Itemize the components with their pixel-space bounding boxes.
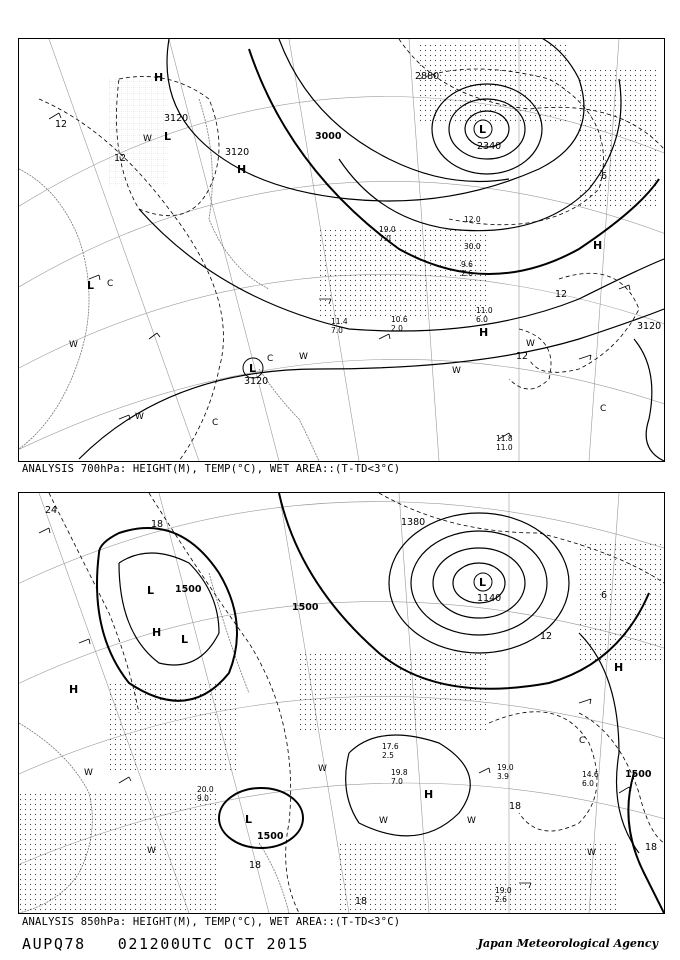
warm-center-label: W bbox=[318, 764, 327, 774]
station-value: 2.6 bbox=[495, 895, 507, 904]
height-label: 3120 bbox=[637, 321, 662, 332]
isotherm-label: 24 bbox=[45, 505, 58, 516]
isotherm-label: 12 bbox=[540, 631, 553, 642]
isotherm-label: 12 bbox=[55, 119, 68, 130]
station-value: 9.0 bbox=[197, 794, 209, 803]
agency-name: Japan Meteorological Agency bbox=[477, 937, 658, 950]
high-center-label: H bbox=[237, 163, 247, 176]
isotherm-label: 18 bbox=[151, 519, 164, 530]
station-value: 2.0 bbox=[391, 324, 403, 333]
station-value: 19.8 bbox=[391, 768, 408, 777]
warm-center-label: W bbox=[147, 846, 156, 856]
isotherm-label: 18 bbox=[249, 860, 262, 871]
station-value: 9.6 bbox=[461, 260, 473, 269]
isotherm-label: 18 bbox=[355, 896, 368, 907]
station-value: 7.0 bbox=[331, 326, 343, 335]
isotherm-label: 6 bbox=[601, 171, 608, 182]
map-850hpa bbox=[19, 493, 664, 913]
high-center-label: H bbox=[479, 326, 489, 339]
height-label: 3120 bbox=[164, 113, 189, 124]
station-value: 10.6 bbox=[391, 315, 408, 324]
warm-center-label: W bbox=[526, 339, 535, 349]
warm-center-label: W bbox=[69, 340, 78, 350]
station-value: 3.9 bbox=[497, 772, 509, 781]
height-label: 1500 bbox=[625, 769, 652, 780]
station-value: 11.0 bbox=[476, 306, 493, 315]
warm-center-label: W bbox=[452, 366, 461, 376]
station-value: 30.0 bbox=[464, 242, 481, 251]
cold-center-label: C bbox=[267, 354, 274, 364]
warm-center-label: W bbox=[587, 848, 596, 858]
low-center-label: L bbox=[181, 633, 189, 646]
low-center-label: L bbox=[249, 362, 257, 375]
cold-center-label: W bbox=[84, 768, 93, 778]
low-center-label: L bbox=[87, 279, 95, 292]
height-label: 3120 bbox=[244, 376, 269, 387]
isotherm-label: 12 bbox=[114, 153, 127, 164]
warm-center-label: W bbox=[143, 134, 152, 144]
low-center-label: L bbox=[164, 130, 172, 143]
cold-center-label: C bbox=[600, 404, 607, 414]
high-center-label: H bbox=[424, 788, 434, 801]
station-value: 2.6 bbox=[461, 269, 473, 278]
cold-center-label: C bbox=[212, 418, 219, 428]
low-center-label: L bbox=[147, 584, 155, 597]
height-label: 1500 bbox=[292, 602, 319, 613]
height-label: 3120 bbox=[225, 147, 250, 158]
station-value: 20.0 bbox=[197, 785, 214, 794]
station-value: 19.0 bbox=[497, 763, 514, 772]
product-header bbox=[22, 935, 309, 953]
station-value: 7.0 bbox=[379, 234, 391, 243]
warm-center-label: W bbox=[299, 352, 308, 362]
high-center-label: H bbox=[154, 71, 164, 84]
height-label: 3000 bbox=[315, 131, 342, 142]
warm-center-label: W bbox=[379, 816, 388, 826]
low-center-label: L bbox=[479, 123, 487, 136]
station-value: 6.0 bbox=[476, 315, 488, 324]
height-label: 2340 bbox=[477, 141, 502, 152]
station-value: 6.0 bbox=[582, 779, 594, 788]
high-center-label: H bbox=[152, 626, 162, 639]
high-center-label: H bbox=[614, 661, 624, 674]
station-value: 2.5 bbox=[382, 751, 394, 760]
height-label: 1500 bbox=[175, 584, 202, 595]
height-label: 1500 bbox=[257, 831, 284, 842]
station-value: 11.4 bbox=[331, 317, 348, 326]
product-code: AUPQ78 bbox=[22, 935, 86, 953]
station-value: 11.0 bbox=[496, 443, 513, 452]
valid-time: 021200UTC OCT 2015 bbox=[117, 935, 310, 953]
isotherm-label: 12 bbox=[516, 351, 529, 362]
station-value: 7.0 bbox=[391, 777, 403, 786]
cold-center-label: C bbox=[107, 279, 114, 289]
high-center-label: H bbox=[69, 683, 79, 696]
low-center-label: L bbox=[479, 576, 487, 589]
station-value: 14.6 bbox=[582, 770, 599, 779]
caption-850hpa: ANALYSIS 850hPa: HEIGHT(M), TEMP(°C), WET AREA::(T-TD<3°C) bbox=[22, 916, 401, 928]
station-value: 19.0 bbox=[495, 886, 512, 895]
isotherm-label: 18 bbox=[645, 842, 658, 853]
warm-center-label: W bbox=[135, 412, 144, 422]
station-value: 19.0 bbox=[379, 225, 396, 234]
height-label: 1140 bbox=[477, 593, 502, 604]
low-center-label: L bbox=[245, 813, 253, 826]
cold-center-label: C bbox=[579, 736, 586, 746]
caption-700hpa: ANALYSIS 700hPa: HEIGHT(M), TEMP(°C), WET AREA::(T-TD<3°C) bbox=[22, 463, 401, 475]
chart-700hpa bbox=[18, 38, 665, 462]
isotherm-label: 18 bbox=[509, 801, 522, 812]
isotherm-label: 6 bbox=[601, 590, 608, 601]
high-center-label: H bbox=[593, 239, 603, 252]
height-label: 2880 bbox=[415, 71, 440, 82]
height-label: 1380 bbox=[401, 517, 426, 528]
station-value: 17.6 bbox=[382, 742, 399, 751]
station-value: 11.8 bbox=[496, 434, 513, 443]
station-value: 12.0 bbox=[464, 215, 481, 224]
map-700hpa bbox=[19, 39, 664, 461]
chart-850hpa bbox=[18, 492, 665, 914]
isotherm-label: 12 bbox=[555, 289, 568, 300]
warm-center-label: W bbox=[467, 816, 476, 826]
